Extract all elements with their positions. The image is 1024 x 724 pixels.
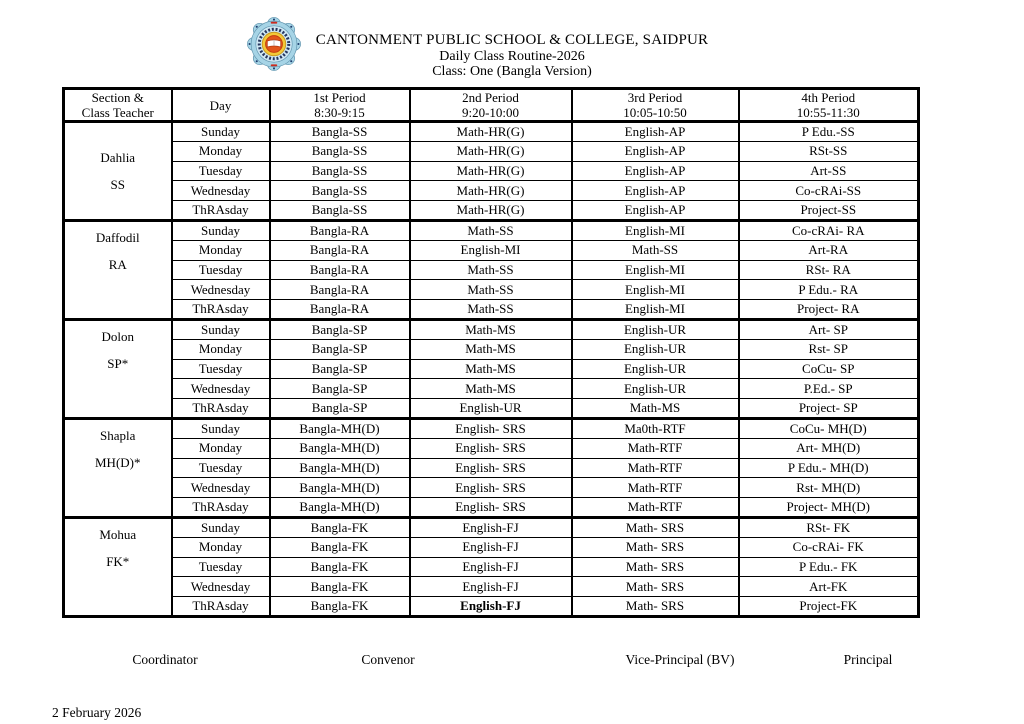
day-cell: Tuesday	[172, 260, 270, 280]
period-cell: CoCu- MH(D)	[739, 418, 919, 438]
day-cell: Monday	[172, 537, 270, 557]
period-cell: English-FJ	[410, 537, 572, 557]
routine-row	[64, 359, 919, 379]
routine-row	[64, 240, 919, 260]
period-cell: Math-RTF	[572, 458, 739, 478]
signature-label: Coordinator	[132, 652, 198, 667]
period-cell: P.Ed.- SP	[739, 379, 919, 399]
period-cell: English-AP	[572, 181, 739, 201]
section-label: Dolon SP*	[64, 319, 172, 418]
period-cell: Math-HR(G)	[410, 161, 572, 181]
column-header-3: 2nd Period 9:20-10:00	[410, 89, 572, 122]
period-cell: Math-MS	[572, 399, 739, 419]
period-cell: Art-FK	[739, 577, 919, 597]
period-cell: Bangla-MH(D)	[270, 478, 410, 498]
period-cell: Bangla-SP	[270, 359, 410, 379]
signature-row	[0, 652, 1024, 672]
period-cell: English-AP	[572, 201, 739, 221]
period-cell: Math-SS	[410, 220, 572, 240]
period-cell: Math-MS	[410, 339, 572, 359]
period-cell: Bangla-FK	[270, 537, 410, 557]
period-cell: English-UR	[572, 319, 739, 339]
routine-row	[64, 181, 919, 201]
period-cell: English-MI	[572, 260, 739, 280]
period-cell: Co-cRAi-SS	[739, 181, 919, 201]
routine-row	[64, 161, 919, 181]
routine-row	[64, 220, 919, 240]
period-cell: Math-RTF	[572, 438, 739, 458]
period-cell: Bangla-FK	[270, 557, 410, 577]
period-cell: Math-HR(G)	[410, 122, 572, 142]
period-cell: RSt-SS	[739, 141, 919, 161]
period-cell: Bangla-SS	[270, 161, 410, 181]
period-cell: Project- SP	[739, 399, 919, 419]
period-cell: Bangla-RA	[270, 280, 410, 300]
period-cell: Project-SS	[739, 201, 919, 221]
period-cell: Math-HR(G)	[410, 201, 572, 221]
period-cell: Math- SRS	[572, 577, 739, 597]
day-cell: Sunday	[172, 319, 270, 339]
period-cell: Bangla-SP	[270, 399, 410, 419]
period-cell: Bangla-SP	[270, 319, 410, 339]
day-cell: Monday	[172, 438, 270, 458]
signature-label: Principal	[843, 652, 893, 667]
day-cell: Sunday	[172, 517, 270, 537]
routine-row	[64, 498, 919, 518]
day-cell: Monday	[172, 339, 270, 359]
routine-row	[64, 379, 919, 399]
period-cell: Bangla-FK	[270, 577, 410, 597]
period-cell: English-MI	[572, 300, 739, 320]
section-label: Shapla MH(D)*	[64, 418, 172, 517]
section-label: Dahlia SS	[64, 122, 172, 221]
period-cell: Bangla-SS	[270, 141, 410, 161]
day-cell: Monday	[172, 240, 270, 260]
day-cell: Wednesday	[172, 577, 270, 597]
routine-row	[64, 537, 919, 557]
period-cell: English-MI	[410, 240, 572, 260]
period-cell: Bangla-SS	[270, 181, 410, 201]
period-cell: Bangla-RA	[270, 260, 410, 280]
period-cell: P Edu.- RA	[739, 280, 919, 300]
period-cell: Math-RTF	[572, 478, 739, 498]
day-cell: ThRAsday	[172, 498, 270, 518]
period-cell: English-MI	[572, 280, 739, 300]
column-header-4: 3rd Period 10:05-10:50	[572, 89, 739, 122]
period-cell: P Edu.-SS	[739, 122, 919, 142]
period-cell: CoCu- SP	[739, 359, 919, 379]
day-cell: ThRAsday	[172, 300, 270, 320]
routine-row	[64, 122, 919, 142]
period-cell: Bangla-SP	[270, 339, 410, 359]
period-cell: English-FJ	[410, 577, 572, 597]
period-cell: English-AP	[572, 161, 739, 181]
period-cell: English-UR	[410, 399, 572, 419]
period-cell: Math- SRS	[572, 517, 739, 537]
day-cell: Sunday	[172, 220, 270, 240]
period-cell: English-FJ	[410, 517, 572, 537]
routine-row	[64, 280, 919, 300]
period-cell: Bangla-MH(D)	[270, 458, 410, 478]
period-cell: Math-SS	[410, 260, 572, 280]
period-cell: English-UR	[572, 339, 739, 359]
period-cell: English-UR	[572, 359, 739, 379]
document-header	[0, 32, 1024, 79]
routine-row	[64, 438, 919, 458]
day-cell: Tuesday	[172, 557, 270, 577]
day-cell: Tuesday	[172, 359, 270, 379]
period-cell: Bangla-SP	[270, 379, 410, 399]
period-cell: English- SRS	[410, 438, 572, 458]
period-cell: Bangla-RA	[270, 220, 410, 240]
day-cell: Wednesday	[172, 181, 270, 201]
period-cell: RSt- RA	[739, 260, 919, 280]
period-cell: Math-SS	[410, 300, 572, 320]
table-header	[64, 89, 919, 122]
day-cell: Wednesday	[172, 478, 270, 498]
day-cell: Wednesday	[172, 280, 270, 300]
period-cell: Bangla-MH(D)	[270, 498, 410, 518]
period-cell: Art- SP	[739, 319, 919, 339]
routine-row	[64, 418, 919, 438]
period-cell: Co-cRAi- RA	[739, 220, 919, 240]
routine-row	[64, 517, 919, 537]
period-cell: Project- MH(D)	[739, 498, 919, 518]
period-cell: Project- RA	[739, 300, 919, 320]
period-cell: English-AP	[572, 122, 739, 142]
day-cell: ThRAsday	[172, 399, 270, 419]
routine-row	[64, 319, 919, 339]
routine-row	[64, 458, 919, 478]
period-cell: Math-SS	[572, 240, 739, 260]
period-cell: Math- SRS	[572, 597, 739, 617]
period-cell: Bangla-FK	[270, 597, 410, 617]
period-cell: Art-SS	[739, 161, 919, 181]
routine-row	[64, 339, 919, 359]
period-cell: English- SRS	[410, 458, 572, 478]
routine-row	[64, 399, 919, 419]
day-cell: Tuesday	[172, 161, 270, 181]
period-cell: Rst- SP	[739, 339, 919, 359]
date-label: 2 February 2026	[52, 705, 142, 720]
period-cell: Art-RA	[739, 240, 919, 260]
signature-label: Convenor	[361, 652, 415, 667]
day-cell: ThRAsday	[172, 597, 270, 617]
period-cell: Bangla-MH(D)	[270, 418, 410, 438]
routine-row	[64, 597, 919, 617]
period-cell: Math-SS	[410, 280, 572, 300]
routine-row	[64, 141, 919, 161]
period-cell: English- SRS	[410, 478, 572, 498]
period-cell: Bangla-RA	[270, 300, 410, 320]
column-header-5: 4th Period 10:55-11:30	[739, 89, 919, 122]
period-cell: Math-MS	[410, 359, 572, 379]
period-cell: English- SRS	[410, 418, 572, 438]
period-cell: Art- MH(D)	[739, 438, 919, 458]
period-cell: English-AP	[572, 141, 739, 161]
period-cell: English-FJ	[410, 597, 572, 617]
school-name: CANTONMENT PUBLIC SCHOOL & COLLEGE, SAIDPUR	[315, 32, 709, 48]
period-cell: Math-HR(G)	[410, 141, 572, 161]
period-cell: Math- SRS	[572, 537, 739, 557]
class-title: Class: One (Bangla Version)	[432, 64, 592, 79]
column-header-0: Section & Class Teacher	[64, 89, 172, 122]
period-cell: Bangla-SS	[270, 122, 410, 142]
period-cell: Bangla-MH(D)	[270, 438, 410, 458]
column-header-1: Day	[172, 89, 270, 122]
section-label: Mohua FK*	[64, 517, 172, 616]
period-cell: Math- SRS	[572, 557, 739, 577]
routine-table	[62, 87, 920, 618]
routine-row	[64, 201, 919, 221]
day-cell: ThRAsday	[172, 201, 270, 221]
day-cell: Sunday	[172, 418, 270, 438]
period-cell: English-MI	[572, 220, 739, 240]
period-cell: Math-RTF	[572, 498, 739, 518]
routine-row	[64, 300, 919, 320]
period-cell: Project-FK	[739, 597, 919, 617]
period-cell: Bangla-FK	[270, 517, 410, 537]
period-cell: Math-MS	[410, 379, 572, 399]
period-cell: Rst- MH(D)	[739, 478, 919, 498]
routine-title: Daily Class Routine-2026	[439, 49, 585, 64]
day-cell: Sunday	[172, 122, 270, 142]
period-cell: English-UR	[572, 379, 739, 399]
period-cell: Bangla-RA	[270, 240, 410, 260]
column-header-2: 1st Period 8:30-9:15	[270, 89, 410, 122]
period-cell: Ma0th-RTF	[572, 418, 739, 438]
period-cell: Bangla-SS	[270, 201, 410, 221]
period-cell: RSt- FK	[739, 517, 919, 537]
period-cell: English-FJ	[410, 557, 572, 577]
section-label: Daffodil RA	[64, 220, 172, 319]
day-cell: Wednesday	[172, 379, 270, 399]
routine-row	[64, 478, 919, 498]
signature-label: Vice-Principal (BV)	[625, 652, 735, 667]
routine-row	[64, 260, 919, 280]
period-cell: Co-cRAi- FK	[739, 537, 919, 557]
period-cell: P Edu.- MH(D)	[739, 458, 919, 478]
period-cell: Math-HR(G)	[410, 181, 572, 201]
period-cell: Math-MS	[410, 319, 572, 339]
period-cell: P Edu.- FK	[739, 557, 919, 577]
routine-row	[64, 557, 919, 577]
period-cell: English- SRS	[410, 498, 572, 518]
day-cell: Tuesday	[172, 458, 270, 478]
day-cell: Monday	[172, 141, 270, 161]
routine-row	[64, 577, 919, 597]
